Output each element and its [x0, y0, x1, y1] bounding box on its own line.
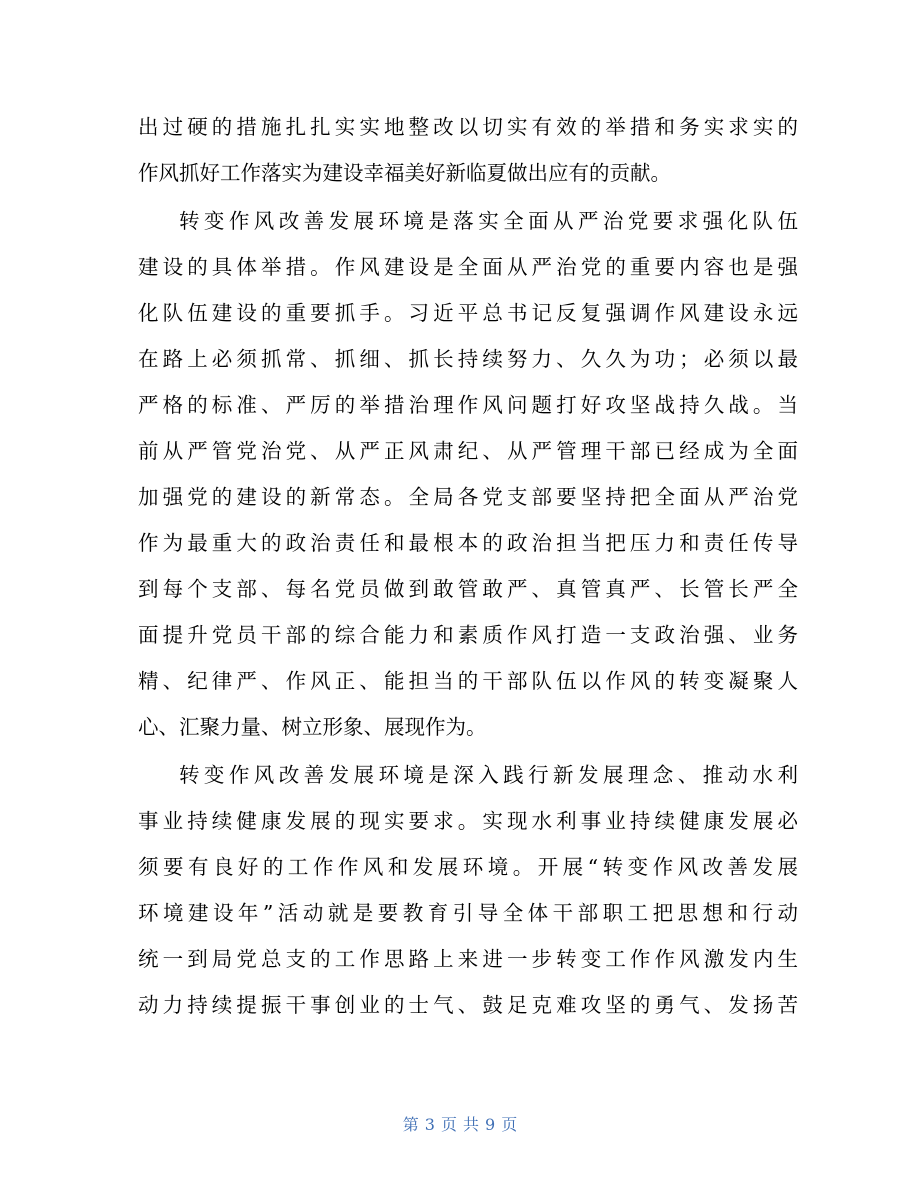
footer-label-total-suffix: 页: [501, 1115, 518, 1134]
text-line: 动力持续提振干事创业的士气、鼓足克难攻坚的勇气、发扬苦: [138, 993, 798, 1017]
text-line: 统一到局党总支的工作思路上来进一步转变工作作风激发内生: [138, 947, 798, 971]
text-line: 加强党的建设的新常态。全局各党支部要坚持把全面从严治党: [138, 485, 798, 509]
text-line: 心、汇聚力量、树立形象、展现作为。: [138, 715, 487, 739]
footer-label-total-prefix: 共: [463, 1115, 480, 1134]
text-line: 前从严管党治党、从严正风肃纪、从严管理干部已经成为全面: [138, 439, 798, 463]
footer-page-number: 3: [424, 1115, 435, 1134]
paragraph-first-line: 转变作风改善发展环境是深入践行新发展理念、推动水利: [179, 763, 798, 787]
text-line: 化队伍建设的重要抓手。习近平总书记反复强调作风建设永远: [138, 301, 798, 325]
text-line: 精、纪律严、作风正、能担当的干部队伍以作风的转变凝聚人: [138, 669, 798, 693]
text-line: 事业持续健康发展的现实要求。实现水利事业持续健康发展必: [138, 809, 798, 833]
text-line: 面提升党员干部的综合能力和素质作风打造一支政治强、业务: [138, 623, 798, 647]
text-line: 在路上必须抓常、抓细、抓长持续努力、久久为功；必须以最: [138, 347, 798, 371]
text-line: 作风抓好工作落实为建设幸福美好新临夏做出应有的贡献。: [138, 161, 671, 185]
text-line: 严格的标准、严厉的举措治理作风问题打好攻坚战持久战。当: [138, 393, 798, 417]
footer-total-pages: 9: [485, 1115, 496, 1134]
text-line: 环境建设年”活动就是要教育引导全体干部职工把思想和行动: [138, 901, 798, 925]
text-line: 出过硬的措施扎扎实实地整改以切实有效的举措和务实求实的: [138, 115, 798, 139]
footer-label-prefix: 第: [402, 1115, 419, 1134]
text-line: 到每个支部、每名党员做到敢管敢严、真管真严、长管长严全: [138, 577, 798, 601]
document-body: [138, 104, 798, 1028]
text-line: 作为最重大的政治责任和最根本的政治担当把压力和责任传导: [138, 531, 798, 555]
footer-label-page: 页: [440, 1115, 457, 1134]
text-line: 须要有良好的工作作风和发展环境。开展“转变作风改善发展: [138, 855, 798, 879]
text-line: 建设的具体举措。作风建设是全面从严治党的重要内容也是强: [138, 255, 798, 279]
page-footer: [0, 1112, 920, 1135]
paragraph-first-line: 转变作风改善发展环境是落实全面从严治党要求强化队伍: [179, 209, 798, 233]
